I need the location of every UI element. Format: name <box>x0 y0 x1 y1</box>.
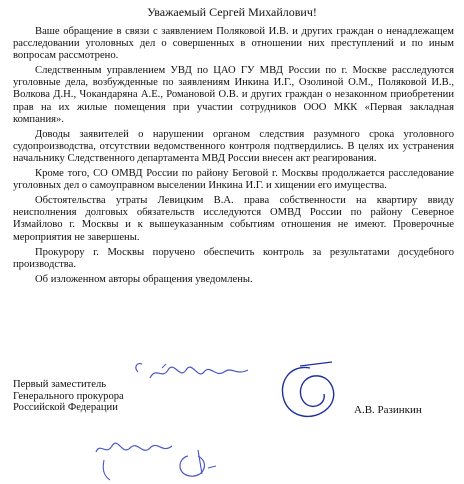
letter-greeting: Уважаемый Сергей Михайлович! <box>147 5 317 19</box>
signer-title-line: Первый заместитель <box>13 379 107 390</box>
letter-body <box>13 26 454 289</box>
signer-name: А.В. Разинкин <box>354 404 422 416</box>
paragraph-5: Обстоятельства утраты Левицким В.А. права собственности на квартиру ввиду неисполнения долговых обязательств исследуются ОМВД России по району Северное Измайлово г. Москвы и к вышеуказанным событиям отношения не имеют. Проверочные мероприятия не завершены. <box>13 195 454 243</box>
paragraph-2: Следственным управлением УВД по ЦАО ГУ МВД России по г. Москве расследуются уголовные дела, возбужденные по заявлениям Инкина И.Г., Озолиной О.М., Поляковой И.В., Волкова Д.Н., Чокандаряна А.Е., Романовой О.В. и других граждан о незаконном приобретении прав на их жилые помещения при участии сотрудников ООО МКК «Первая закладная компания». <box>13 65 454 125</box>
paragraph-1: Ваше обращение в связи с заявлением Поляковой И.В. и других граждан о ненадлежащем расследовании уголовных дел о совершенных в отношении них преступлений и по иным вопросам рассмотрено. <box>13 26 454 62</box>
paragraph-7: Об изложенном авторы обращения уведомлены. <box>35 273 253 285</box>
signer-title-line: Российской Федерации <box>13 402 118 413</box>
signer-title-line: Генерального прокурора <box>13 390 124 402</box>
signer-title <box>13 379 183 414</box>
paragraph-4: Кроме того, СО ОМВД России по району Беговой г. Москвы продолжается расследование уголовных дел о самоуправном выселении Инкина И.Г. и хищении его имущества. <box>13 168 454 192</box>
paragraph-6: Прокурору г. Москвы поручено обеспечить контроль за результатами досудебного производства. <box>13 246 454 270</box>
paragraph-3: Доводы заявителей о нарушении органом следствия разумного срока уголовного судопроизводства, отсутствии ведомственного контроля подтвердились. В целях их устранения начальнику Следственного департамента МВД России внесен акт реагирования. <box>13 128 454 164</box>
signature-mark <box>270 360 350 430</box>
handwritten-resolution <box>92 426 232 482</box>
